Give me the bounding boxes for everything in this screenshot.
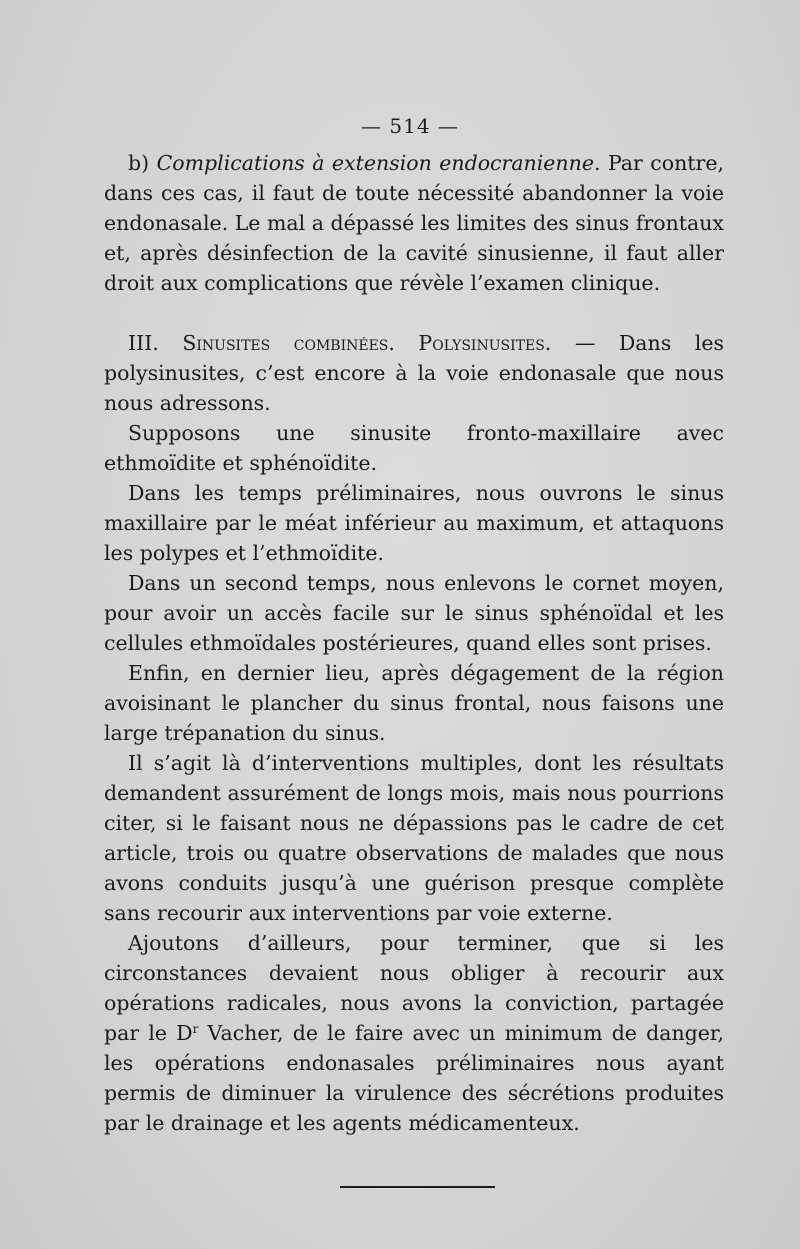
paragraph: Il s’agit là d’interventions multiples, dont les résultats demandent assurément de longs mois, mais nous pourrions citer, si le faisant nous ne dépassions pas le cadre de cet article, trois ou quatre observations de malades que nous avons conduits jusqu’à une guérison presque complète sans recourir aux interventions par voie externe. [104, 751, 724, 925]
section-heading: Sinusites combinées. Polysinusites. — [182, 331, 596, 355]
paragraph: Enfin, en dernier lieu, après dégagement de la région avoisinant le plancher du sinus frontal, nous faisons une large trépanation du sinus. [104, 661, 724, 745]
page-body [104, 148, 724, 1138]
section-iii-intro: Dans les polysinusites, c’est encore à la voie endonasale que nous nous adressons. [104, 331, 724, 415]
paragraph-section-b [104, 148, 724, 298]
doctor-abbreviation-superscript: r [192, 1022, 199, 1036]
paragraph-section-iii [104, 328, 724, 418]
paragraph-last [104, 928, 724, 1138]
paragraph: Supposons une sinusite fronto-maxillaire avec ethmoïdite et sphénoïdite. [104, 421, 724, 475]
paragraph: Dans un second temps, nous enlevons le cornet moyen, pour avoir un accès facile sur le sinus sphénoïdal et les cellules ethmoïdales postérieures, quand elles sont prises. [104, 571, 724, 655]
last-paragraph-start: Ajoutons d’ailleurs, pour terminer, que si les circonstances devaient nous obliger à recourir aux opérations radicales, nous avons la conviction, partagée par le D [104, 931, 724, 1045]
paragraph: Dans les temps préliminaires, nous ouvrons le sinus maxillaire par le méat inférieur au maximum, et attaquons les polypes et l’ethmoïdite. [104, 481, 724, 565]
last-paragraph-end: Vacher, de le faire avec un minimum de danger, les opérations endonasales préliminaires nous ayant permis de diminuer la virulence des sécrétions produites par le drainage et les agents médicamenteux. [104, 1021, 724, 1135]
section-b-text: Par contre, dans ces cas, il faut de toute nécessité abandonner la voie endonasale. Le mal a dépassé les limites des sinus frontaux et, après désinfection de la cavité sinusienne, il faut aller droit aux complications que révèle l’examen clinique. [104, 151, 724, 295]
section-numeral: III. [128, 331, 159, 355]
page-number: — 514 — [361, 114, 459, 138]
end-rule-divider [340, 1186, 495, 1188]
section-marker: b) [128, 151, 150, 175]
section-title: Complications à extension endocranienne. [156, 151, 601, 175]
